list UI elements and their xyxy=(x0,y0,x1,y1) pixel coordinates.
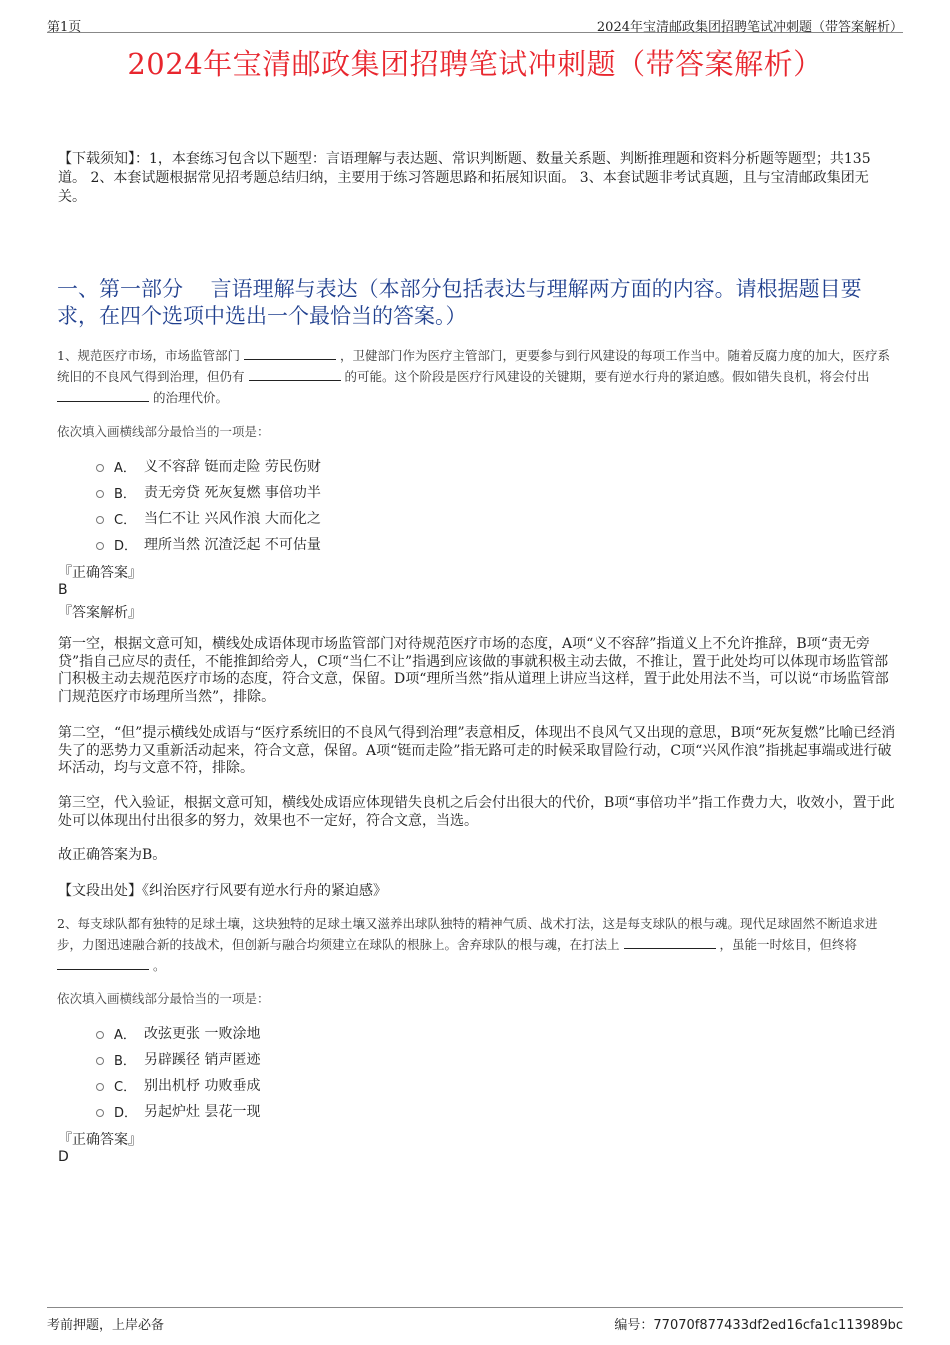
radio-icon[interactable] xyxy=(96,1083,104,1091)
header-doc-title: 2024年宝清邮政集团招聘笔试冲刺题（带答案解析） xyxy=(596,20,903,35)
document-title: 2024年宝清邮政集团招聘笔试冲刺题（带答案解析） xyxy=(127,47,823,81)
passage-source: 【文段出处】《纠治医疗行风要有逆水行舟的紧迫感》 xyxy=(58,883,387,899)
analysis-paragraph-3: 第三空，代入验证，根据文意可知，横线处成语应体现错失良机之后会付出很大的代价，B项“事倍功半”指工作费力大，收效小，置于此处可以体现出付出很多的努力，效果也不一定好，符合文意，当选。 xyxy=(58,795,895,829)
analysis-paragraph-2: 第二空，“但”提示横线处成语与“医疗系统旧的不良风气得到治理”表意相反，体现出不良风气又出现的意思，B项“死灰复燃”比喻已经消失了的恶势力又重新活动起来，符合文意，保留。A项“铤而走险”指无路可走的时候采取冒险行动，C项“兴风作浪”指挑起事端或进行破坏活动，均与文意不符，排除。 xyxy=(58,725,896,776)
question-2-stem: 2、每支球队都有独特的足球土壤，这块独特的足球土壤又滋养出球队独特的精神气质、战术打法，这是每支球队的根与魂。现代足球固然不断追求进步，力图迅速融合新的技战术，但创新与融合均须建立在球队的根脉上。舍弃球队的根与魂，在打法上 ，虽能一时炫目，但终将 。 xyxy=(57,916,878,973)
option-c[interactable]: C． 别出机杼 功败垂成 xyxy=(96,1072,260,1098)
question-1-ask: 依次填入画横线部分最恰当的一项是： xyxy=(57,424,270,439)
blank-3 xyxy=(57,388,149,402)
radio-icon[interactable] xyxy=(96,490,104,498)
radio-icon[interactable] xyxy=(96,1031,104,1039)
question-1-options xyxy=(96,453,321,557)
option-d[interactable]: D． 理所当然 沉渣泛起 不可估量 xyxy=(96,531,321,557)
download-notice: 【下载须知】：1，本套练习包含以下题型：言语理解与表达题、常识判断题、数量关系题、判断推理题和资料分析题等题型；共135道。 2、本套试题根据常见招考题总结归纳，主要用于练习答题思路和拓展知识面。 3、本套试题非考试真题，且与宝清邮政集团无关。 xyxy=(58,151,871,205)
analysis-paragraph-1: 第一空，根据文意可知，横线处成语体现市场监管部门对待规范医疗市场的态度，A项“义不容辞”指道义上不允许推辞，B项“责无旁贷”指自己应尽的责任，不能推卸给旁人，C项“当仁不让”指遇到应该做的事就积极主动去做，不推让，置于此处均可以体现市场监管部门积极主动去规范医疗市场的态度，符合文意，保留。D项“理所当然”指从道理上讲应当这样，置于此处用法不当，可以说“市场监管部门规范医疗市场理所当然”，排除。 xyxy=(58,636,889,705)
analysis-conclusion: 故正确答案为B。 xyxy=(58,847,167,863)
section-heading: 一、第一部分 言语理解与表达（本部分包括表达与理解两方面的内容。请根据题目要求，在四个选项中选出一个最恰当的答案。） xyxy=(57,277,862,328)
page-number: 第1页 xyxy=(47,20,82,35)
answer-value: B xyxy=(58,582,68,598)
option-a[interactable]: A． 义不容辞 铤而走险 劳民伤财 xyxy=(96,453,321,479)
footer-slogan: 考前押题，上岸必备 xyxy=(47,1318,165,1333)
option-c[interactable]: C． 当仁不让 兴风作浪 大而化之 xyxy=(96,505,321,531)
radio-icon[interactable] xyxy=(96,542,104,550)
radio-icon[interactable] xyxy=(96,464,104,472)
answer-label: 『正确答案』 xyxy=(58,565,142,581)
blank-1 xyxy=(244,346,336,360)
blank-1 xyxy=(624,935,716,949)
footer-code: 编号：77070f877433df2ed16cfa1c113989bc xyxy=(614,1318,903,1333)
blank-2 xyxy=(57,956,149,970)
analysis-label: 『答案解析』 xyxy=(58,605,142,621)
question-1-stem: 1、规范医疗市场，市场监管部门 ，卫健部门作为医疗主管部门，更要参与到行风建设的每项工作当中。随着反腐力度的加大，医疗系统旧的不良风气得到治理，但仍有 的可能。这个阶段是医疗行风建设的关键期，要有逆水行舟的紧迫感。假如错失良机，将会付出 的治理代价。 xyxy=(57,348,890,405)
answer-label: 『正确答案』 xyxy=(58,1132,142,1148)
question-2-ask: 依次填入画横线部分最恰当的一项是： xyxy=(57,991,270,1006)
radio-icon[interactable] xyxy=(96,1109,104,1117)
question-2-options xyxy=(96,1020,260,1124)
page-footer xyxy=(47,1307,903,1332)
option-d[interactable]: D． 另起炉灶 昙花一现 xyxy=(96,1098,260,1124)
option-b[interactable]: B． 另辟蹊径 销声匿迹 xyxy=(96,1046,260,1072)
option-a[interactable]: A． 改弦更张 一败涂地 xyxy=(96,1020,260,1046)
option-b[interactable]: B． 责无旁贷 死灰复燃 事倍功半 xyxy=(96,479,321,505)
blank-2 xyxy=(249,367,341,381)
radio-icon[interactable] xyxy=(96,1057,104,1065)
page-header xyxy=(47,14,903,33)
radio-icon[interactable] xyxy=(96,516,104,524)
answer-value: D xyxy=(58,1149,69,1165)
